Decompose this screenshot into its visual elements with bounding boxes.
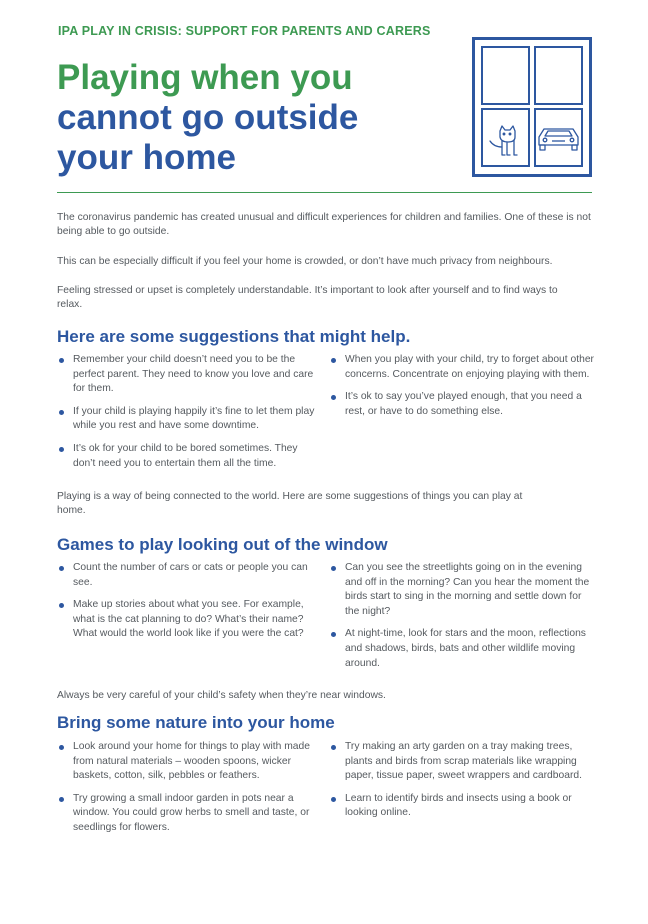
cat-icon [490,126,517,155]
list-item: Make up stories about what you see. For example, what is the cat planning to do? What’s their name? What would the world look like if you were the cat? [57,598,315,642]
nature-heading: Bring some nature into your home [57,713,335,732]
list-item: Try growing a small indoor garden in pots near a window. You could grow herbs to smell and taste, or seedlings for flowers. [57,792,315,836]
window-icon [472,37,592,177]
title-line-2: cannot go outside [57,98,359,137]
list-item: Remember your child doesn’t need you to be the perfect parent. They need to know you love and care for them. [57,353,315,397]
kicker: IPA PLAY IN CRISIS: SUPPORT FOR PARENTS AND CARERS [58,24,431,38]
list-item: Learn to identify birds and insects using a book or looking online. [329,792,594,821]
window-games-heading: Games to play looking out of the window [57,535,388,554]
list-item: If your child is playing happily it’s fine to let them play while you rest and have some downtime. [57,405,315,434]
list-item: When you play with your child, try to forget about other concerns. Concentrate on enjoying playing with them. [329,353,594,382]
list-item: It’s ok to say you’ve played enough, that you need a rest, or have to do something else. [329,390,594,419]
suggestions-right-list [329,353,594,427]
list-item: It’s ok for your child to be bored sometimes. They don’t need you to entertain them all the time. [57,442,315,471]
list-item: Try making an arty garden on a tray making trees, plants and birds from scrap materials like wrapping paper, tissue paper, sweet wrappers and cardboard. [329,740,594,784]
list-item: At night-time, look for stars and the moon, reflections and shadows, birds, bats and other wildlife moving around. [329,627,594,671]
window-games-right-list [329,561,594,679]
suggestions-heading: Here are some suggestions that might help. [57,327,411,346]
intro-paragraph-1: The coronavirus pandemic has created unusual and difficult experiences for children and families. One of these is not being able to go outside. [57,212,591,237]
list-item: Can you see the streetlights going on in the evening and off in the morning? Can you hear the moment the birds start to sing in the morning and settle down for the night? [329,561,594,619]
nature-left-list [57,740,315,844]
nature-right-list [329,740,594,829]
title-line-1: Playing when you [57,58,353,97]
list-item: Look around your home for things to play with made from natural materials – wooden spoons, wicker baskets, cotton, silk, pebbles or feathers. [57,740,315,784]
intro-paragraph-2: This can be especially difficult if you feel your home is crowded, or don’t have much privacy from neighbours. [57,256,553,267]
title-line-3: your home [57,138,236,177]
suggestions-left-list [57,353,315,479]
intro-paragraph-3: Feeling stressed or upset is completely understandable. It’s important to look after yourself and to find ways to relax. [57,285,558,310]
safety-note: Always be very careful of your child’s safety when they’re near windows. [57,690,386,701]
page-title [57,58,457,178]
car-icon [539,129,578,150]
playing-paragraph: Playing is a way of being connected to the world. Here are some suggestions of things you can play at home. [57,491,523,516]
window-games-left-list [57,561,315,650]
list-item: Count the number of cars or cats or people you can see. [57,561,315,590]
header-divider [57,192,592,193]
